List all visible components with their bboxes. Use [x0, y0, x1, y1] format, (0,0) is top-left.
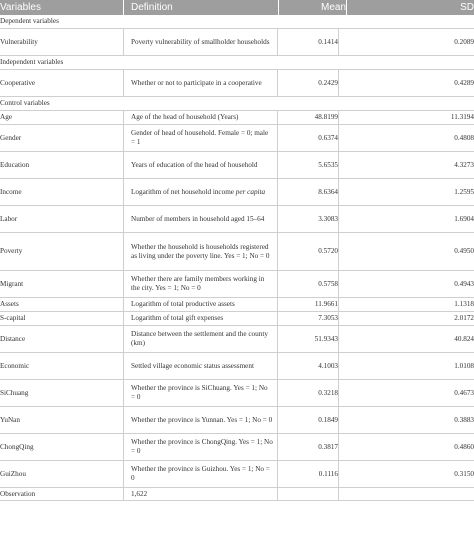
table-row: [0, 29, 474, 56]
definition-text: Whether the household is households registered as living under the poverty line. Yes = 1; No = 0: [131, 242, 270, 260]
definition-text: Years of education of the head of household: [131, 160, 258, 169]
mean-value: 5.6535: [277, 152, 338, 178]
sd-value: 0.4808: [338, 125, 474, 151]
variable-definition: [123, 298, 277, 311]
sd-value: 1.0108: [338, 353, 474, 379]
table-row: [0, 380, 474, 407]
table-row: [0, 233, 474, 271]
section-label: Control variables: [0, 99, 50, 107]
variable-name: Gender: [0, 133, 22, 142]
variable-definition: [123, 461, 277, 487]
sd-value: 1.2595: [338, 179, 474, 205]
sd-value: 0.4950: [338, 233, 474, 270]
header-variables: Variables: [0, 2, 41, 13]
variable-name: Income: [0, 187, 22, 196]
section-row: [0, 56, 474, 70]
definition-text: Number of members in household aged 15–64: [131, 214, 265, 223]
variable-definition: [123, 179, 277, 205]
mean-value: 3.3083: [277, 206, 338, 232]
mean-value: 48.8199: [277, 111, 338, 124]
variable-name: Poverty: [0, 247, 23, 255]
sd-value: 0.3150: [338, 461, 474, 487]
variable-definition: [123, 380, 277, 406]
sd-value: 1.1318: [338, 298, 474, 311]
definition-text: 1,622: [131, 489, 148, 498]
table-row: [0, 206, 474, 233]
definition-text: Whether there are family members working in the city. Yes = 1; No = 0: [131, 275, 265, 292]
definition-text: Poverty vulnerability of smallholder households: [131, 37, 270, 46]
variable-definition: [123, 271, 277, 297]
variable-name: Vulnerability: [0, 37, 38, 46]
sd-value: [338, 488, 474, 500]
mean-value: 4.1003: [277, 353, 338, 379]
sd-value: 1.6904: [338, 206, 474, 232]
definition-text: Whether the province is Guizhou. Yes = 1; No = 0: [131, 465, 270, 482]
definition-text: Logarithm of net household income: [131, 187, 236, 196]
table-row: [0, 488, 474, 501]
definition-text: Gender of head of household. Female = 0; male = 1: [131, 129, 269, 146]
mean-value: 0.1849: [277, 407, 338, 433]
variable-name: Observation: [0, 489, 36, 498]
mean-value: 0.1414: [277, 29, 338, 55]
variable-definition: [123, 407, 277, 433]
variable-name: Labor: [0, 214, 18, 223]
definition-text: Logarithm of total gift expenses: [131, 314, 224, 322]
table-row: [0, 111, 474, 125]
sd-value: 0.2089: [338, 29, 474, 55]
sd-value: 0.4673: [338, 380, 474, 406]
mean-value: 0.6374: [277, 125, 338, 151]
table-row: [0, 353, 474, 380]
table-row: [0, 70, 474, 97]
sd-value: 40.824: [338, 326, 474, 352]
header-mean: Mean: [278, 0, 346, 15]
table-row: [0, 271, 474, 298]
mean-value: 0.2429: [277, 70, 338, 96]
variable-name: Migrant: [0, 279, 24, 288]
sd-value: 11.3194: [338, 111, 474, 124]
definition-text: Whether the province is Yunnan. Yes = 1; No = 0: [131, 415, 273, 424]
mean-value: 0.3817: [277, 434, 338, 460]
variable-definition: [123, 152, 277, 178]
sd-value: 0.3883: [338, 407, 474, 433]
sd-value: 0.4943: [338, 271, 474, 297]
sd-value: 4.3273: [338, 152, 474, 178]
variable-name: Distance: [0, 334, 26, 343]
header-definition: Definition: [123, 0, 278, 15]
table-row: [0, 152, 474, 179]
table-row: [0, 179, 474, 206]
variable-name: ChongQing: [0, 442, 34, 451]
table-row: [0, 434, 474, 461]
definition-text: Age of the head of household (Years): [131, 113, 239, 121]
table-row: [0, 326, 474, 353]
table-body: [0, 15, 474, 501]
definition-text: Logarithm of total productive assets: [131, 300, 235, 308]
mean-value: 51.9343: [277, 326, 338, 352]
variable-name: GuiZhou: [0, 469, 26, 478]
definition-text: Distance between the settlement and the county (km): [131, 330, 268, 347]
variable-definition: [123, 353, 277, 379]
table-row: [0, 298, 474, 312]
table-row: [0, 407, 474, 434]
variable-definition: [123, 434, 277, 460]
table-row: [0, 312, 474, 326]
header-sd: SD: [346, 0, 474, 15]
definition-text: Whether or not to participate in a cooperative: [131, 78, 262, 87]
variable-name: YuNan: [0, 415, 20, 424]
variable-definition: [123, 312, 277, 325]
variable-definition: [123, 233, 277, 270]
variable-definition: [123, 70, 277, 96]
variable-name: Assets: [0, 300, 19, 308]
definition-text: Whether the province is ChongQing. Yes = 1; No = 0: [131, 438, 273, 455]
variable-definition: [123, 111, 277, 124]
variable-name: Cooperative: [0, 78, 36, 87]
definition-text: Settled village economic status assessment: [131, 361, 254, 370]
section-label: Dependent variables: [0, 17, 59, 25]
sd-value: 2.0172: [338, 312, 474, 325]
section-label: Independent variables: [0, 58, 64, 66]
mean-value: 0.1116: [277, 461, 338, 487]
variable-definition: [123, 125, 277, 151]
sd-value: 0.4289: [338, 70, 474, 96]
variable-definition: [123, 326, 277, 352]
definition-emphasis: per capita: [235, 187, 266, 196]
table-header: [0, 0, 474, 15]
variable-name: SiChuang: [0, 388, 29, 397]
variable-definition: [123, 488, 277, 500]
table-row: [0, 461, 474, 488]
sd-value: 0.4860: [338, 434, 474, 460]
mean-value: [277, 488, 338, 500]
section-row: [0, 15, 474, 29]
mean-value: 7.3053: [277, 312, 338, 325]
table-row: [0, 125, 474, 152]
definition-text: Whether the province is SiChuang. Yes = 1; No = 0: [131, 384, 268, 401]
variable-name: Economic: [0, 361, 30, 370]
variable-definition: [123, 206, 277, 232]
variable-name: Age: [0, 113, 12, 121]
variable-name: S-capital: [0, 314, 26, 322]
mean-value: 11.9661: [277, 298, 338, 311]
mean-value: 0.3218: [277, 380, 338, 406]
mean-value: 0.5758: [277, 271, 338, 297]
mean-value: 8.6364: [277, 179, 338, 205]
mean-value: 0.5720: [277, 233, 338, 270]
variable-definition: [123, 29, 277, 55]
section-row: [0, 97, 474, 111]
variable-name: Education: [0, 160, 30, 169]
